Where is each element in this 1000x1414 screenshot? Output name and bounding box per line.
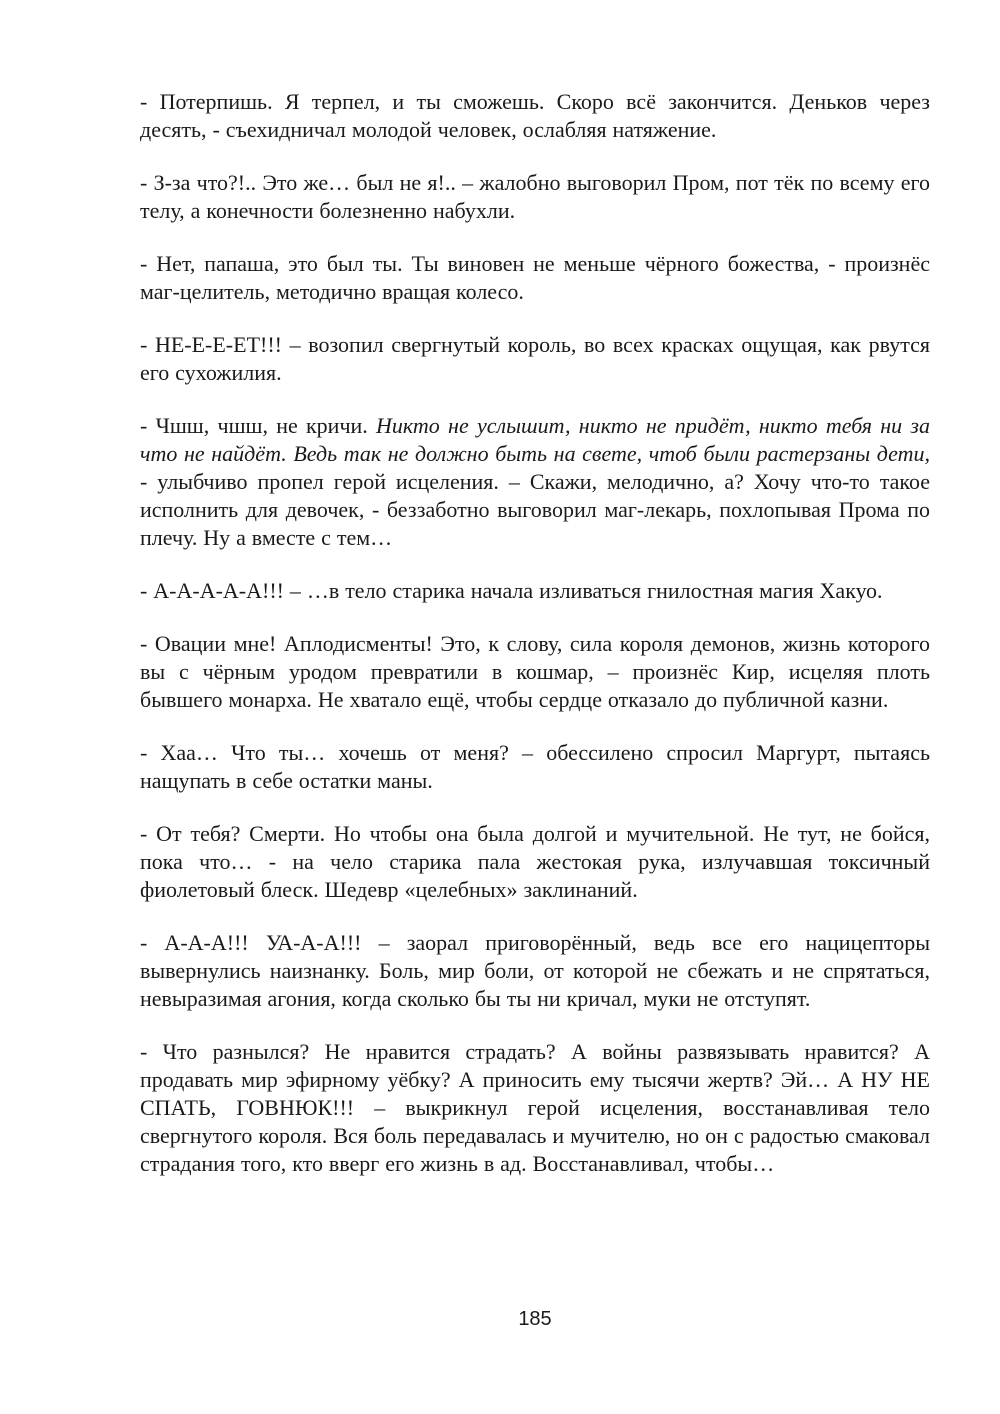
page-number: 185 xyxy=(518,1308,552,1330)
text-segment: - Потерпишь. Я терпел, и ты сможешь. Скоро всё закончится. Деньков через десять, - съехидничал молодой человек, ослабляя натяжение. xyxy=(140,89,930,142)
text-segment: - От тебя? Смерти. Но чтобы она была долгой и мучительной. Не тут, не бойся, пока что… - на чело старика пала жестокая рука, излучавшая токсичный фиолетовый блеск. Шедевр «целебных» заклинаний. xyxy=(140,821,930,902)
text-block xyxy=(140,88,930,1203)
text-segment: - улыбчиво пропел герой исцеления. – Скажи, мелодично, а? Хочу что-то такое исполнить для девочек, - беззаботно выговорил маг-лекарь, похлопывая Прома по плечу. Ну а вместе с тем… xyxy=(140,469,930,550)
text-segment: - Что разнылся? Не нравится страдать? А войны развязывать нравится? А продавать мир эфирному уёбку? А приносить ему тысячи жертв? Эй… А НУ НЕ СПАТЬ, ГОВНЮК!!! – выкрикнул герой исцеления, восстанавливая тело свергнутого короля. Вся боль передавалась и мучителю, но он с радостью смаковал страдания того, кто вверг его жизнь в ад. Восстанавливал, чтобы… xyxy=(140,1039,930,1176)
paragraph xyxy=(140,88,930,144)
text-segment: - А-А-А-А-А!!! – …в тело старика начала изливаться гнилостная магия Хакуо. xyxy=(140,578,883,603)
text-segment: - Чшш, чшш, не кричи. xyxy=(140,413,377,438)
paragraph xyxy=(140,929,930,1013)
paragraph xyxy=(140,412,930,552)
paragraph xyxy=(140,739,930,795)
text-segment: - Хаа… Что ты… хочешь от меня? – обессилено спросил Маргурт, пытаясь нащупать в себе остатки маны. xyxy=(140,740,930,793)
paragraph xyxy=(140,331,930,387)
paragraph xyxy=(140,1038,930,1178)
text-segment-italic: Никто не услышит, никто не придёт, никто тебя ни за что не найдёт. Ведь так не должно быть на свете, чтоб были растерзаны дети, xyxy=(140,413,930,466)
text-segment: - З-за что?!.. Это же… был не я!.. – жалобно выговорил Пром, пот тёк по всему его телу, а конечности болезненно набухли. xyxy=(140,170,930,223)
text-segment: - Овации мне! Аплодисменты! Это, к слову, сила короля демонов, жизнь которого вы с чёрным уродом превратили в кошмар, – произнёс Кир, исцеляя плоть бывшего монарха. Не хватало ещё, чтобы сердце отказало до публичной казни. xyxy=(140,631,930,712)
paragraph xyxy=(140,820,930,904)
text-segment: - НЕ-Е-Е-ЕТ!!! – возопил свергнутый король, во всех красках ощущая, как рвутся его сухожилия. xyxy=(140,332,930,385)
paragraph xyxy=(140,577,930,605)
paragraph xyxy=(140,630,930,714)
paragraph xyxy=(140,169,930,225)
text-segment: - Нет, папаша, это был ты. Ты виновен не меньше чёрного божества, - произнёс маг-целитель, методично вращая колесо. xyxy=(140,251,930,304)
text-segment: - А-А-А!!! УА-А-А!!! – заорал приговорённый, ведь все его нацицепторы вывернулись наизнанку. Боль, мир боли, от которой не сбежать и не спрятаться, невыразимая агония, когда сколько бы ты ни кричал, муки не отступят. xyxy=(140,930,930,1011)
paragraph xyxy=(140,250,930,306)
